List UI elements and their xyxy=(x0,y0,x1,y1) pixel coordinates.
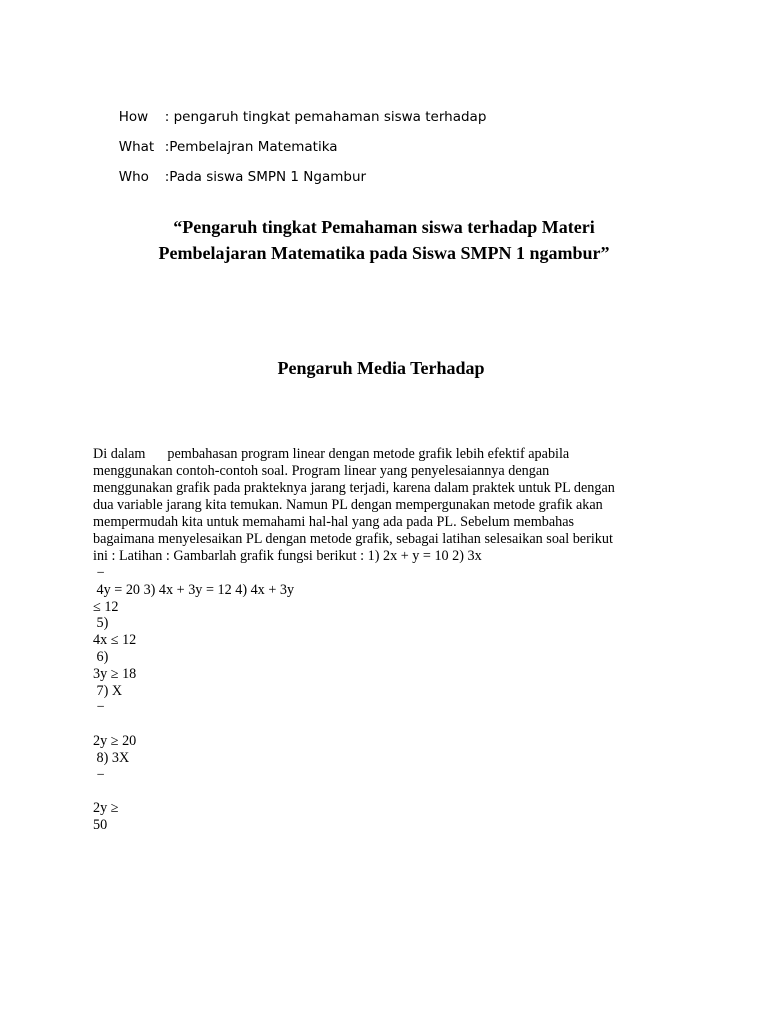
paragraph-line: mempermudah kita untuk memahami hal-hal yang ada pada PL. Sebelum membahas xyxy=(93,514,575,530)
equation-line: 6) xyxy=(93,648,109,665)
body-paragraph xyxy=(93,446,683,834)
paragraph-line: menggunakan grafik pada prakteknya jarang terjadi, karena dalam praktek untuk PL dengan xyxy=(93,480,615,496)
equation-line: 4x ≤ 12 xyxy=(93,632,137,649)
paragraph-line: bagaimana menyelesaikan PL dengan metode grafik, sebagai latihan selesaikan soal berikut xyxy=(93,531,613,547)
equation-line: 7) X xyxy=(93,682,123,699)
equation-line: 50 xyxy=(93,816,108,833)
paragraph-first-word: Di dalam xyxy=(93,446,146,462)
meta-key: How xyxy=(118,109,149,125)
equation-line: 3y ≥ 18 xyxy=(93,665,137,682)
equation-line xyxy=(93,783,683,800)
equation-line: 5) xyxy=(93,615,109,632)
meta-value: :Pada siswa SMPN 1 Ngambur xyxy=(164,169,367,185)
equation-line: − xyxy=(93,699,105,716)
equation-line: ≤ 12 xyxy=(93,598,119,615)
equation-line: − xyxy=(93,565,105,581)
paragraph-line: dua variable jarang kita temukan. Namun PL dengan mempergunakan metode grafik akan xyxy=(93,497,603,513)
equation-line: 4y = 20 3) 4x + 3y = 12 4) 4x + 3y xyxy=(93,581,295,598)
meta-row-how xyxy=(93,84,487,125)
equation-line xyxy=(93,716,683,733)
section-heading: Pengaruh Media Terhadap xyxy=(277,358,485,378)
paragraph-line xyxy=(93,446,683,463)
meta-value: :Pembelajran Matematika xyxy=(164,139,338,155)
equation-line: 2y ≥ xyxy=(93,800,119,817)
equation-line: 2y ≥ 20 xyxy=(93,732,137,749)
meta-value: : pengaruh tingkat pemahaman siswa terhadap xyxy=(164,109,487,125)
document-title xyxy=(0,214,768,266)
title-line-2: Pembelajaran Matematika pada Siswa SMPN 1 ngambur” xyxy=(158,243,610,263)
paragraph-line-text: pembahasan program linear dengan metode grafik lebih efektif apabila xyxy=(167,446,570,462)
title-line-1: “Pengaruh tingkat Pemahaman siswa terhadap Materi xyxy=(173,217,595,237)
paragraph-line: ini : Latihan : Gambarlah grafik fungsi berikut : 1) 2x + y = 10 2) 3x xyxy=(93,548,482,564)
paragraph-line: menggunakan contoh-contoh soal. Program linear yang penyelesaiannya dengan xyxy=(93,463,550,479)
meta-key: Who xyxy=(118,169,149,185)
meta-key: What xyxy=(118,139,155,155)
metadata-block xyxy=(93,84,487,185)
equation-line: − xyxy=(93,766,105,783)
equation-line: 8) 3X xyxy=(93,749,130,766)
